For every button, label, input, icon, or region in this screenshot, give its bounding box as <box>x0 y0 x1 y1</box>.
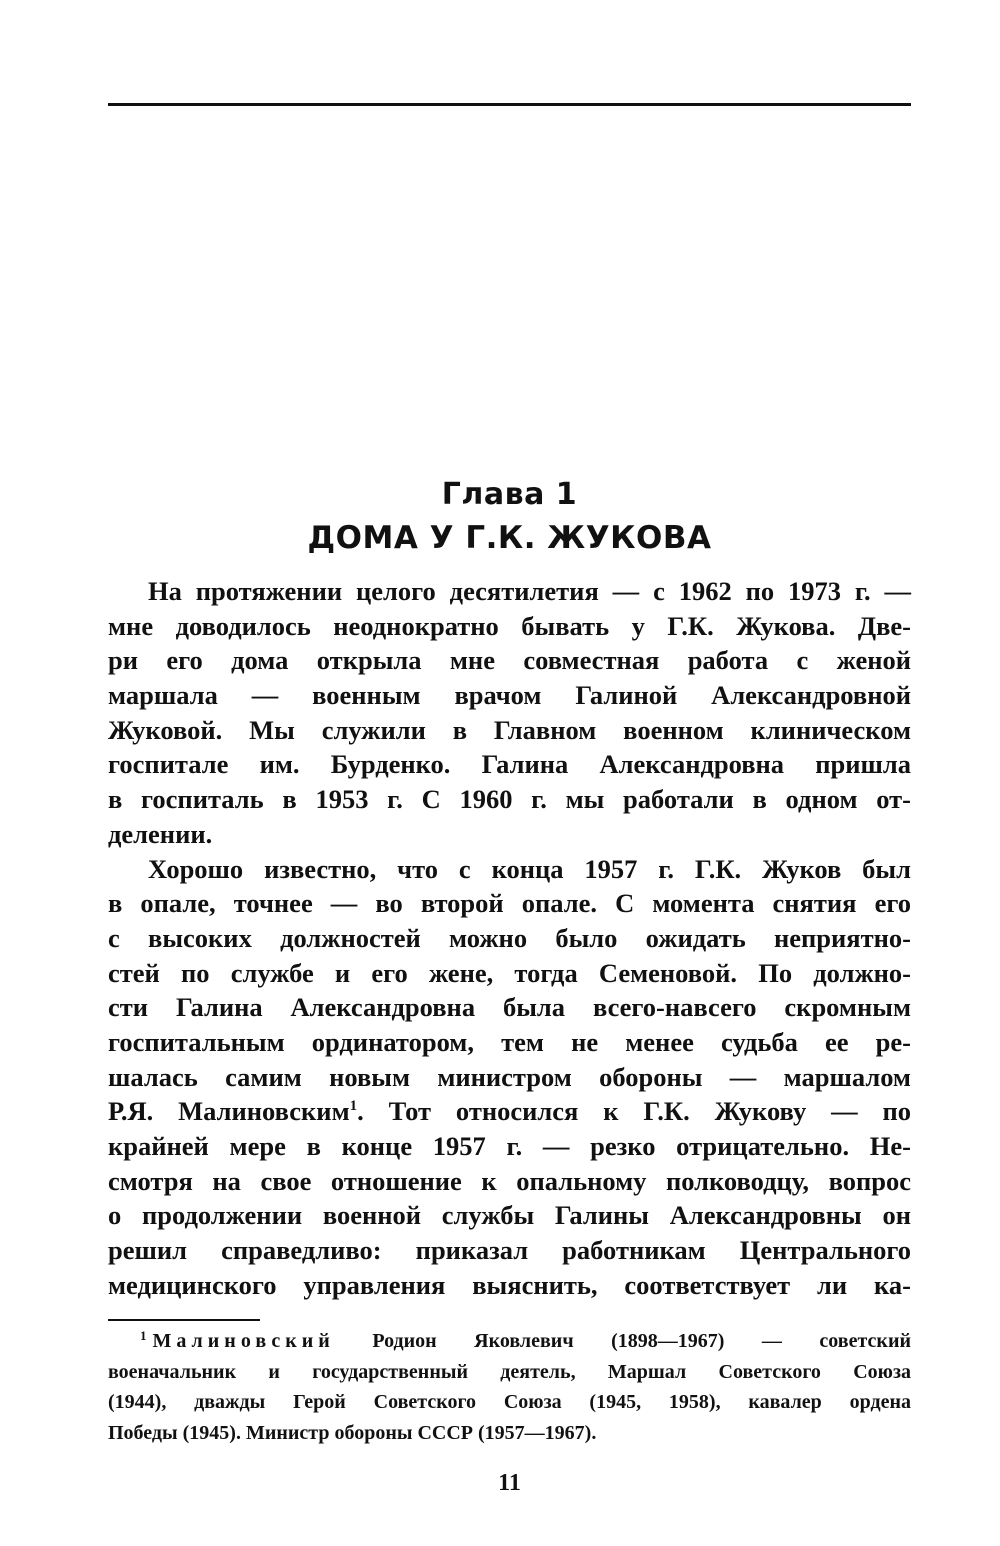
text-line: стей по службе и его жене, тогда Семеновой. По должно- <box>108 957 911 988</box>
text-line: в опале, точнее — во второй опале. С момента снятия его <box>108 888 911 919</box>
text-line: крайней мере в конце 1957 г. — резко отрицательно. Не- <box>108 1131 911 1161</box>
footnote-line <box>108 1326 911 1357</box>
text-line: Хорошо известно, что с конца 1957 г. Г.К. Жуков был <box>148 853 911 884</box>
text-line: шалась самим новым министром обороны — маршалом <box>108 1061 911 1092</box>
text-line: о продолжении военной службы Галины Александровны он <box>108 1200 911 1231</box>
text-line: смотря на свое отношение к опальному полководцу, вопрос <box>108 1165 911 1196</box>
footnote-rule <box>108 1319 260 1321</box>
footnote-line: военачальник и государственный деятель, Маршал Советского Союза <box>108 1360 911 1383</box>
footnote <box>108 1326 911 1448</box>
footnote-name: Малиновский <box>152 1330 335 1352</box>
text-line: ри его дома открыла мне совместная работа с женой <box>108 645 911 676</box>
text-segment: Родион Яковлевич (1898—1967) — советский <box>372 1330 911 1352</box>
footnote-mark: 1 <box>140 1328 147 1343</box>
text-line: маршала — военным врачом Галиной Александровной <box>108 680 911 711</box>
text-line-with-footnote-ref <box>108 1094 911 1129</box>
text-segment: . Тот относился к Г.К. Жукову — по <box>357 1096 911 1127</box>
text-line: в госпиталь в 1953 г. С 1960 г. мы работали в одном от- <box>108 784 911 815</box>
text-line: сти Галина Александровна была всего-навсего скромным <box>108 992 911 1023</box>
header-rule <box>108 103 911 106</box>
chapter-title: ДОМА У Г.К. ЖУКОВА <box>307 520 712 556</box>
page-number: 11 <box>498 1470 521 1496</box>
text-line: мне доводилось неоднократно бывать у Г.К. Жукова. Две- <box>108 610 911 641</box>
text-line: с высоких должностей можно было ожидать неприятно- <box>108 922 911 953</box>
text-segment: Р.Я. Малиновским <box>108 1096 350 1127</box>
footnote-reference[interactable]: 1 <box>349 1098 358 1115</box>
text-line: делении. <box>108 818 213 849</box>
footnote-line: (1944), дважды Герой Советского Союза (1945, 1958), кавалер ордена <box>108 1391 911 1413</box>
text-line: госпитале им. Бурденко. Галина Александровна пришла <box>108 749 911 780</box>
text-line: На протяжении целого десятилетия — с 1962 по 1973 г. — <box>148 576 911 606</box>
text-line: госпитальным ординатором, тем не менее судьба ее ре- <box>108 1026 911 1057</box>
text-line: решил справедливо: приказал работникам Центрального <box>108 1235 911 1266</box>
text-line: Жуковой. Мы служили в Главном военном клиническом <box>108 714 911 745</box>
text-line: медицинского управления выяснить, соответствует ли ка- <box>108 1269 911 1300</box>
body-text <box>108 574 911 1302</box>
chapter-number: Глава 1 <box>441 477 578 512</box>
footnote-line: Победы (1945). Министр обороны СССР (1957—1967). <box>108 1421 597 1444</box>
